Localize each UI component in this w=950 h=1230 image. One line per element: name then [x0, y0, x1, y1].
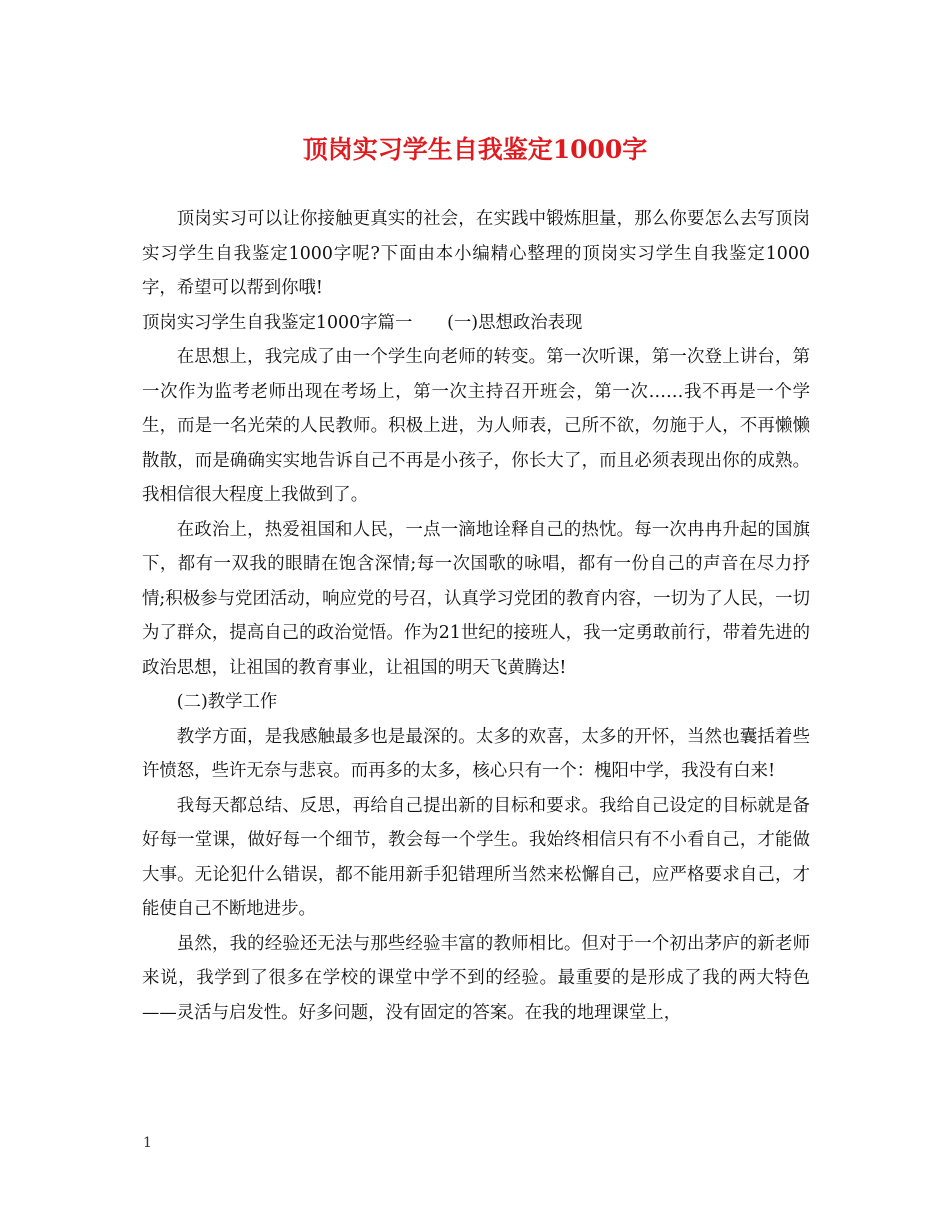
paragraph-3: 教学方面，是我感触最多也是最深的。太多的欢喜，太多的开怀，当然也囊括着些许愤怒，些许无奈与悲哀。而再多的太多，核心只有一个：槐阳中学，我没有白来!	[142, 726, 810, 781]
paragraph-intro: 顶岗实习可以让你接触更真实的社会，在实践中锻炼胆量，那么你要怎么去写顶岗实习学生自我鉴定1000字呢?下面由本小编精心整理的顶岗实习学生自我鉴定1000字，希望可以帮到你哦!	[142, 209, 810, 298]
page-number: 1	[143, 1135, 152, 1151]
section-heading-1: 顶岗实习学生自我鉴定1000字篇一 (一)思想政治表现	[142, 312, 583, 333]
section-heading-2: (二)教学工作	[176, 692, 278, 712]
paragraph-2: 在政治上，热爱祖国和人民，一点一滴地诠释自己的热忱。每一次冉冉升起的国旗下，都有一双我的眼睛在饱含深情;每一次国歌的咏唱，都有一份自己的声音在尽力抒情;积极参与党团活动，响应党的号召，认真学习党团的教育内容，一切为了人民，一切为了群众，提高自己的政治觉悟。作为21世纪的接班人，我一定勇敢前行，带着先进的政治思想，让祖国的教育事业，让祖国的明天飞黄腾达!	[142, 519, 810, 678]
paragraph-4: 我每天都总结、反思，再给自己提出新的目标和要求。我给自己设定的目标就是备好每一堂课，做好每一个细节，教会每一个学生。我始终相信只有不小看自己，才能做大事。无论犯什么错误，都不能用新手犯错理所当然来松懈自己，应严格要求自己，才能使自己不断地进步。	[142, 795, 810, 919]
paragraph-5: 虽然，我的经验还无法与那些经验丰富的教师相比。但对于一个初出茅庐的新老师来说，我学到了很多在学校的课堂中学不到的经验。最重要的是形成了我的两大特色——灵活与启发性。好多问题，没有固定的答案。在我的地理课堂上，	[142, 933, 810, 1023]
document-body	[142, 202, 810, 1030]
paragraph-1: 在思想上，我完成了由一个学生向老师的转变。第一次听课，第一次登上讲台，第一次作为监考老师出现在考场上，第一次主持召开班会，第一次……我不再是一个学生，而是一名光荣的人民教师。积极上进，为人师表，己所不欲，勿施于人，不再懒懒散散，而是确确实实地告诉自己不再是小孩子，你长大了，而且必须表现出你的成熟。我相信很大程度上我做到了。	[142, 347, 810, 505]
document-title: 顶岗实习学生自我鉴定1000字	[302, 135, 648, 164]
